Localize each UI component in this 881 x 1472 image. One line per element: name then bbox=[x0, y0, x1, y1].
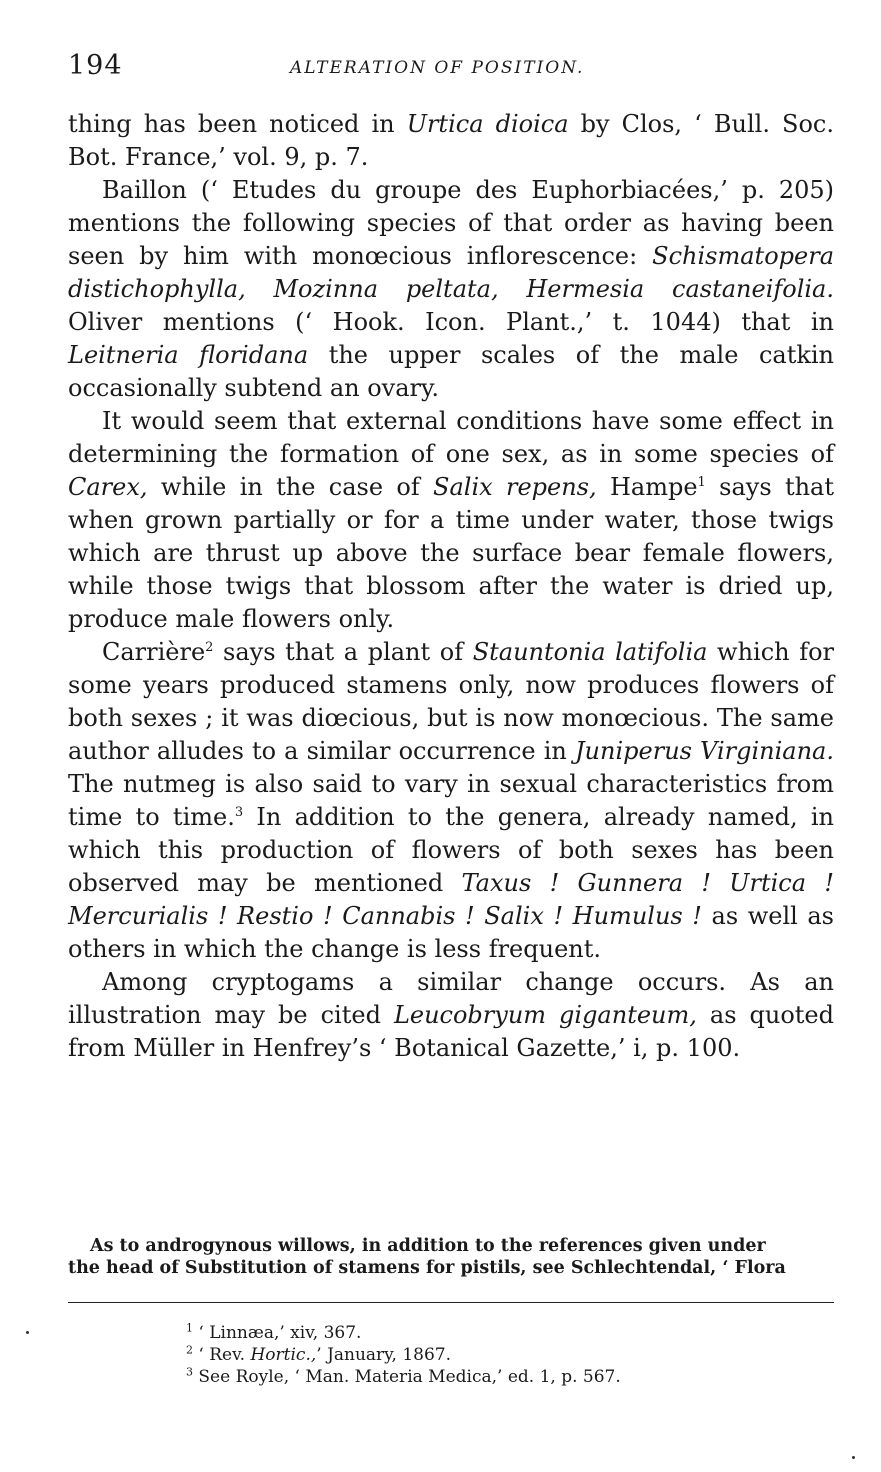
footnote-marker: 1 bbox=[697, 475, 706, 490]
text-run: says that a plant of bbox=[213, 638, 473, 666]
page-header bbox=[68, 50, 834, 86]
footnote-marker: 2 bbox=[205, 640, 214, 655]
italic-taxon: Salix repens, bbox=[433, 473, 597, 501]
text-run: thing has been noticed in bbox=[68, 110, 407, 138]
note-line-1: As to androgynous willows, in addition to the references given under bbox=[90, 1236, 766, 1256]
paragraph-1 bbox=[68, 108, 834, 174]
italic-taxon: Juniperus Virginiana. bbox=[574, 737, 834, 765]
footnote-italic: Hortic., bbox=[250, 1345, 317, 1365]
paragraph-4 bbox=[68, 636, 834, 966]
text-run: Baillon (‘ Etudes du groupe des Euphorbiacées,’ p. 205) mentions the following species of that order as having been seen by him with monœcious inflorescence: bbox=[68, 176, 834, 270]
body-text bbox=[68, 108, 834, 1065]
footnote-2 bbox=[186, 1344, 786, 1366]
footnote-text: See Royle, ‘ Man. Materia Medica,’ ed. 1, p. 567. bbox=[198, 1367, 621, 1387]
note-line-2: the head of Substitution of stamens for pistils, see Schlechtendal, ‘ Flora bbox=[68, 1258, 786, 1278]
running-head: ALTERATION OF POSITION. bbox=[290, 58, 585, 78]
print-speck bbox=[852, 1456, 855, 1459]
paragraph-3 bbox=[68, 405, 834, 636]
text-run: Among cryptogams a similar change occurs. As an illustration may be cited bbox=[68, 968, 834, 1029]
footnotes bbox=[186, 1322, 786, 1388]
text-run: by Clos, ‘ Bull. Soc. Bot. France,’ vol. 9, p. 7. bbox=[68, 110, 834, 171]
text-run: In addition to the genera, already named, in which this production of flowers of both sexes has been observed may be mentioned bbox=[68, 803, 834, 897]
page-number: 194 bbox=[68, 50, 123, 81]
footnote-divider bbox=[68, 1302, 834, 1303]
footnote-1 bbox=[186, 1322, 786, 1344]
text-run: The nutmeg is also said to vary in sexual characteristics from time to time. bbox=[68, 770, 834, 831]
text-run: Carrière bbox=[102, 638, 206, 666]
footnote-text: ’ January, 1867. bbox=[316, 1345, 452, 1365]
text-run: says that when grown partially or for a time under water, those twigs which are thrust up above the surface bear female flowers, while those twigs that blossom after the water is dried up, produce male flowers only. bbox=[68, 473, 835, 633]
italic-taxon: Stauntonia latifolia bbox=[472, 638, 708, 666]
italic-taxon: Urtica dioica bbox=[406, 110, 569, 138]
footnote-number: 3 bbox=[186, 1365, 193, 1379]
italic-taxon: Schismatopera distichophylla, Mozinna peltata, Hermesia castaneifolia. bbox=[68, 242, 834, 303]
paragraph-2 bbox=[68, 174, 834, 405]
footnote-number: 1 bbox=[186, 1321, 193, 1335]
text-run: Hampe bbox=[596, 473, 698, 501]
italic-taxon: Leitneria floridana bbox=[68, 341, 309, 369]
text-run: which for some years produced stamens only, now produces flowers of both sexes ; it was diœcious, but is now monœcious. The same author alludes to a similar occurrence in bbox=[68, 638, 835, 765]
footnote-text: ‘ Rev. bbox=[198, 1345, 251, 1365]
paragraph-5 bbox=[68, 966, 834, 1065]
print-speck bbox=[26, 1331, 29, 1334]
italic-taxon: Carex, bbox=[68, 473, 148, 501]
footnote-number: 2 bbox=[186, 1343, 193, 1357]
footnote-3 bbox=[186, 1366, 786, 1388]
italic-genera-list: Taxus ! Gunnera ! Urtica ! Mercurialis ! Restio ! Cannabis ! Salix ! Humulus ! bbox=[68, 869, 834, 930]
footnote-marker: 3 bbox=[234, 805, 244, 820]
italic-taxon: Leucobryum giganteum, bbox=[393, 1001, 697, 1029]
text-run: as well as others in which the change is less frequent. bbox=[68, 902, 835, 963]
footnote-text: ‘ Linnæa,’ xiv, 367. bbox=[198, 1323, 362, 1343]
text-run: while in the case of bbox=[147, 473, 434, 501]
supplementary-note bbox=[68, 1235, 834, 1279]
text-run: the upper scales of the male catkin occasionally subtend an ovary. bbox=[68, 341, 835, 402]
text-run: It would seem that external conditions have some effect in determining the formation of one sex, as in some species of bbox=[68, 407, 834, 468]
text-run: as quoted from Müller in Henfrey’s ‘ Botanical Gazette,’ i, p. 100. bbox=[68, 1001, 834, 1062]
text-run: Oliver mentions (‘ Hook. Icon. Plant.,’ t. 1044) that in bbox=[68, 308, 834, 336]
